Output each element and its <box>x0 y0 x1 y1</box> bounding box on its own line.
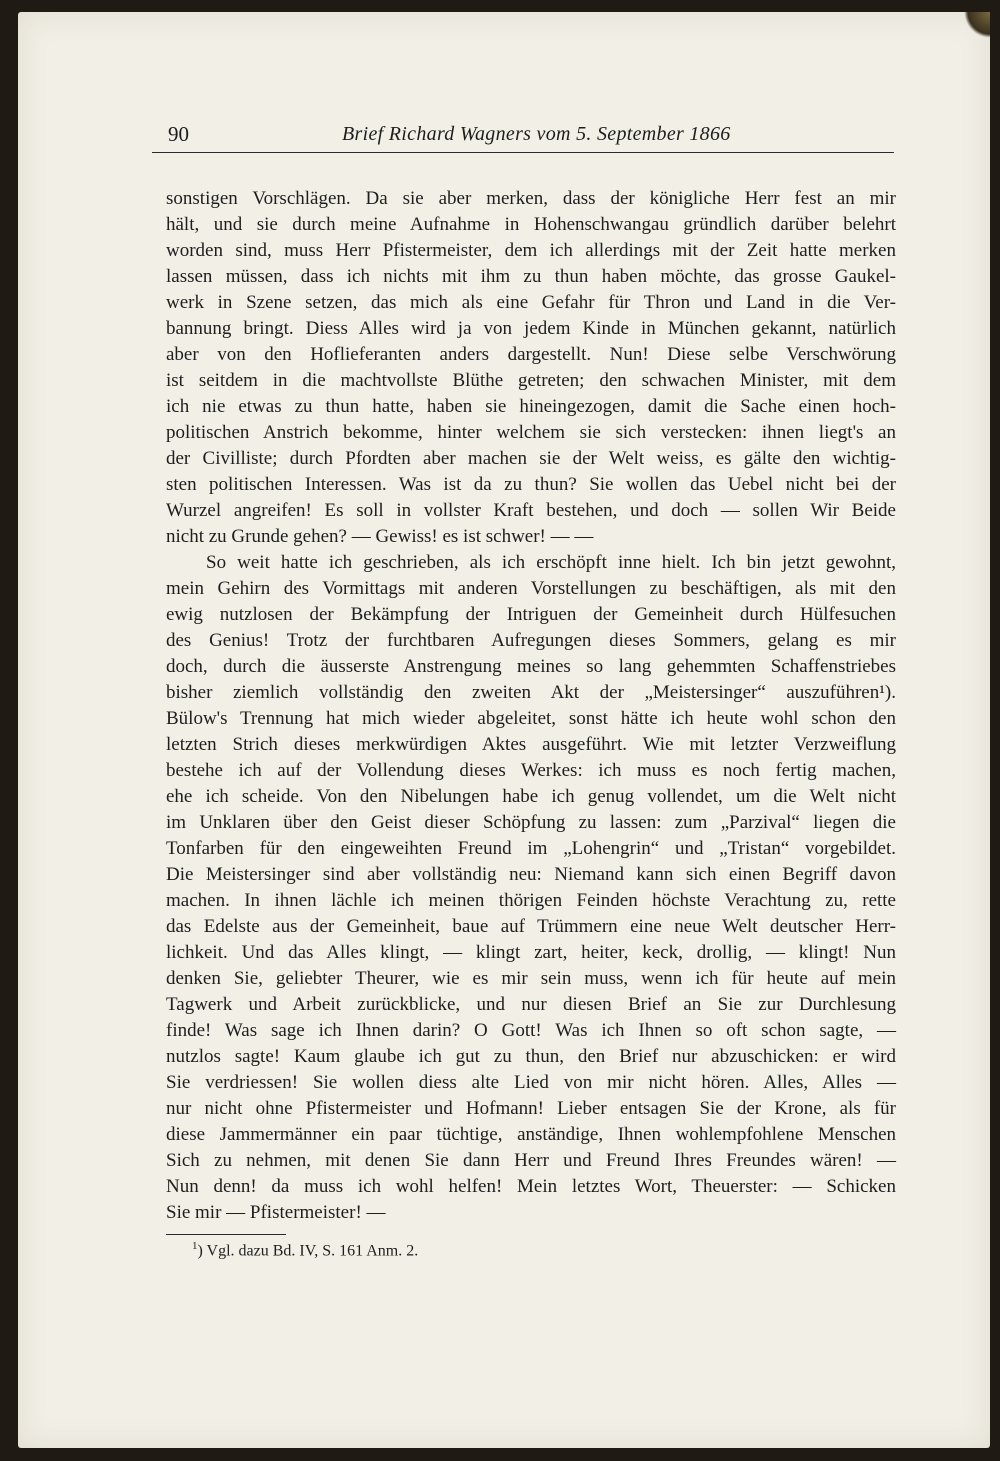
running-title: Brief Richard Wagners vom 5. September 1866 <box>342 123 731 145</box>
text-line: nutzlos sagte! Kaum glaube ich gut zu thun, den Brief nur abzuschicken: er wird <box>166 1046 896 1067</box>
text-line: letzten Strich dieses merkwürdigen Aktes ausgeführt. Wie mit letzter Verzweiflung <box>166 734 896 755</box>
text-line: sten politischen Interessen. Was ist da zu thun? Sie wollen das Uebel nicht bei der <box>166 474 896 495</box>
text-line: nur nicht ohne Pfistermeister und Hofmann! Lieber entsagen Sie der Krone, als für <box>166 1098 896 1119</box>
text-line: sonstigen Vorschlägen. Da sie aber merken, dass der königliche Herr fest an mir <box>166 188 896 209</box>
page-header <box>152 118 894 153</box>
page-number: 90 <box>168 122 189 146</box>
text-line: das Edelste aus der Gemeinheit, baue auf Trümmern eine neue Welt deutscher Herr- <box>166 916 896 937</box>
footnote-rule <box>166 1234 286 1235</box>
body-text <box>166 186 896 1226</box>
text-line: ich nie etwas zu thun hatte, haben sie hineingezogen, damit die Sache einen hoch- <box>166 396 896 417</box>
text-line: bisher ziemlich vollständig den zweiten Akt der „Meistersinger“ auszuführen¹). <box>166 682 896 703</box>
text-line: politischen Anstrich bekomme, hinter welchem sie sich verstecken: ihnen liegt's an <box>166 422 896 443</box>
text-line: werk in Szene setzen, das mich als eine Gefahr für Thron und Land in die Ver- <box>166 292 896 313</box>
text-line: ewig nutzlosen der Bekämpfung der Intriguen der Gemeinheit durch Hülfesuchen <box>166 604 896 625</box>
text-line: worden sind, muss Herr Pfistermeister, dem ich allerdings mit der Zeit hatte merken <box>166 240 896 261</box>
text-line: diese Jammermänner ein paar tüchtige, anständige, Ihnen wohlempfohlene Menschen <box>166 1124 896 1145</box>
text-line: lassen müssen, dass ich nichts mit ihm zu thun haben möchte, das grosse Gaukel- <box>166 266 896 287</box>
text-line: Tagwerk und Arbeit zurückblicke, und nur diesen Brief an Sie zur Durchlesung <box>166 994 896 1015</box>
text-line: ist seitdem in die machtvollste Blüthe getreten; den schwachen Minister, mit dem <box>166 370 896 391</box>
text-line: finde! Was sage ich Ihnen darin? O Gott! Was ich Ihnen so oft schon sagte, — <box>166 1020 896 1041</box>
text-line: ehe ich scheide. Von den Nibelungen habe ich genug vollendet, um die Welt nicht <box>166 786 896 807</box>
footnote-marker: 1 <box>192 1240 198 1252</box>
text-line: Bülow's Trennung hat mich wieder abgeleitet, sonst hätte ich heute wohl schon den <box>166 708 896 729</box>
text-line: Nun denn! da muss ich wohl helfen! Mein letztes Wort, Theuerster: — Schicken <box>166 1176 896 1197</box>
text-line: Wurzel angreifen! Es soll in vollster Kraft bestehen, und doch — sollen Wir Beide <box>166 500 896 521</box>
text-line: bestehe ich auf der Vollendung dieses Werkes: ich muss es noch fertig machen, <box>166 760 896 781</box>
text-line: der Civilliste; durch Pfordten aber machen sie der Welt weiss, es gälte den wichtig- <box>166 448 896 469</box>
text-line: Sie verdriessen! Sie wollen diess alte Lied von mir nicht hören. Alles, Alles — <box>166 1072 896 1093</box>
footnote <box>192 1240 418 1260</box>
text-line: denken Sie, geliebter Theurer, wie es mir sein muss, wenn ich für heute auf mein <box>166 968 896 989</box>
text-line: im Unklaren über den Geist dieser Schöpfung zu lassen: zum „Parzival“ liegen die <box>166 812 896 833</box>
text-line: aber von den Hoflieferanten anders dargestellt. Nun! Diese selbe Verschwörung <box>166 344 896 365</box>
page-corner-stain <box>964 12 990 38</box>
text-line: machen. In ihnen lächle ich meinen thörigen Feinden höchste Verachtung zu, rette <box>166 890 896 911</box>
text-line: So weit hatte ich geschrieben, als ich erschöpft inne hielt. Ich bin jetzt gewohnt, <box>206 552 896 573</box>
text-line: lichkeit. Und das Alles klingt, — klingt zart, heiter, keck, drollig, — klingt! Nun <box>166 942 896 963</box>
footnote-text: ) Vgl. dazu Bd. IV, S. 161 Anm. 2. <box>197 1242 419 1260</box>
text-line: Sie mir — Pfistermeister! — <box>166 1202 386 1223</box>
text-line: Tonfarben für den eingeweihten Freund im „Lohengrin“ und „Tristan“ vorgebildet. <box>166 838 896 859</box>
text-line: Die Meistersinger sind aber vollständig neu: Niemand kann sich einen Begriff davon <box>166 864 896 885</box>
text-line: des Genius! Trotz der furchtbaren Aufregungen dieses Sommers, gelang es mir <box>166 630 896 651</box>
text-line: Sich zu nehmen, mit denen Sie dann Herr und Freund Ihres Freundes wären! — <box>166 1150 896 1171</box>
text-line: doch, durch die äusserste Anstrengung meines so lang gehemmten Schaffenstriebes <box>166 656 896 677</box>
text-line: nicht zu Grunde gehen? — Gewiss! es ist schwer! — — <box>166 526 594 547</box>
text-line: hält, und sie durch meine Aufnahme in Hohenschwangau gründlich darüber belehrt <box>166 214 896 235</box>
text-line: bannung bringt. Diess Alles wird ja von jedem Kinde in München gekannt, natürlich <box>166 318 896 339</box>
text-line: mein Gehirn des Vormittags mit anderen Vorstellungen zu beschäftigen, als mit den <box>166 578 896 599</box>
